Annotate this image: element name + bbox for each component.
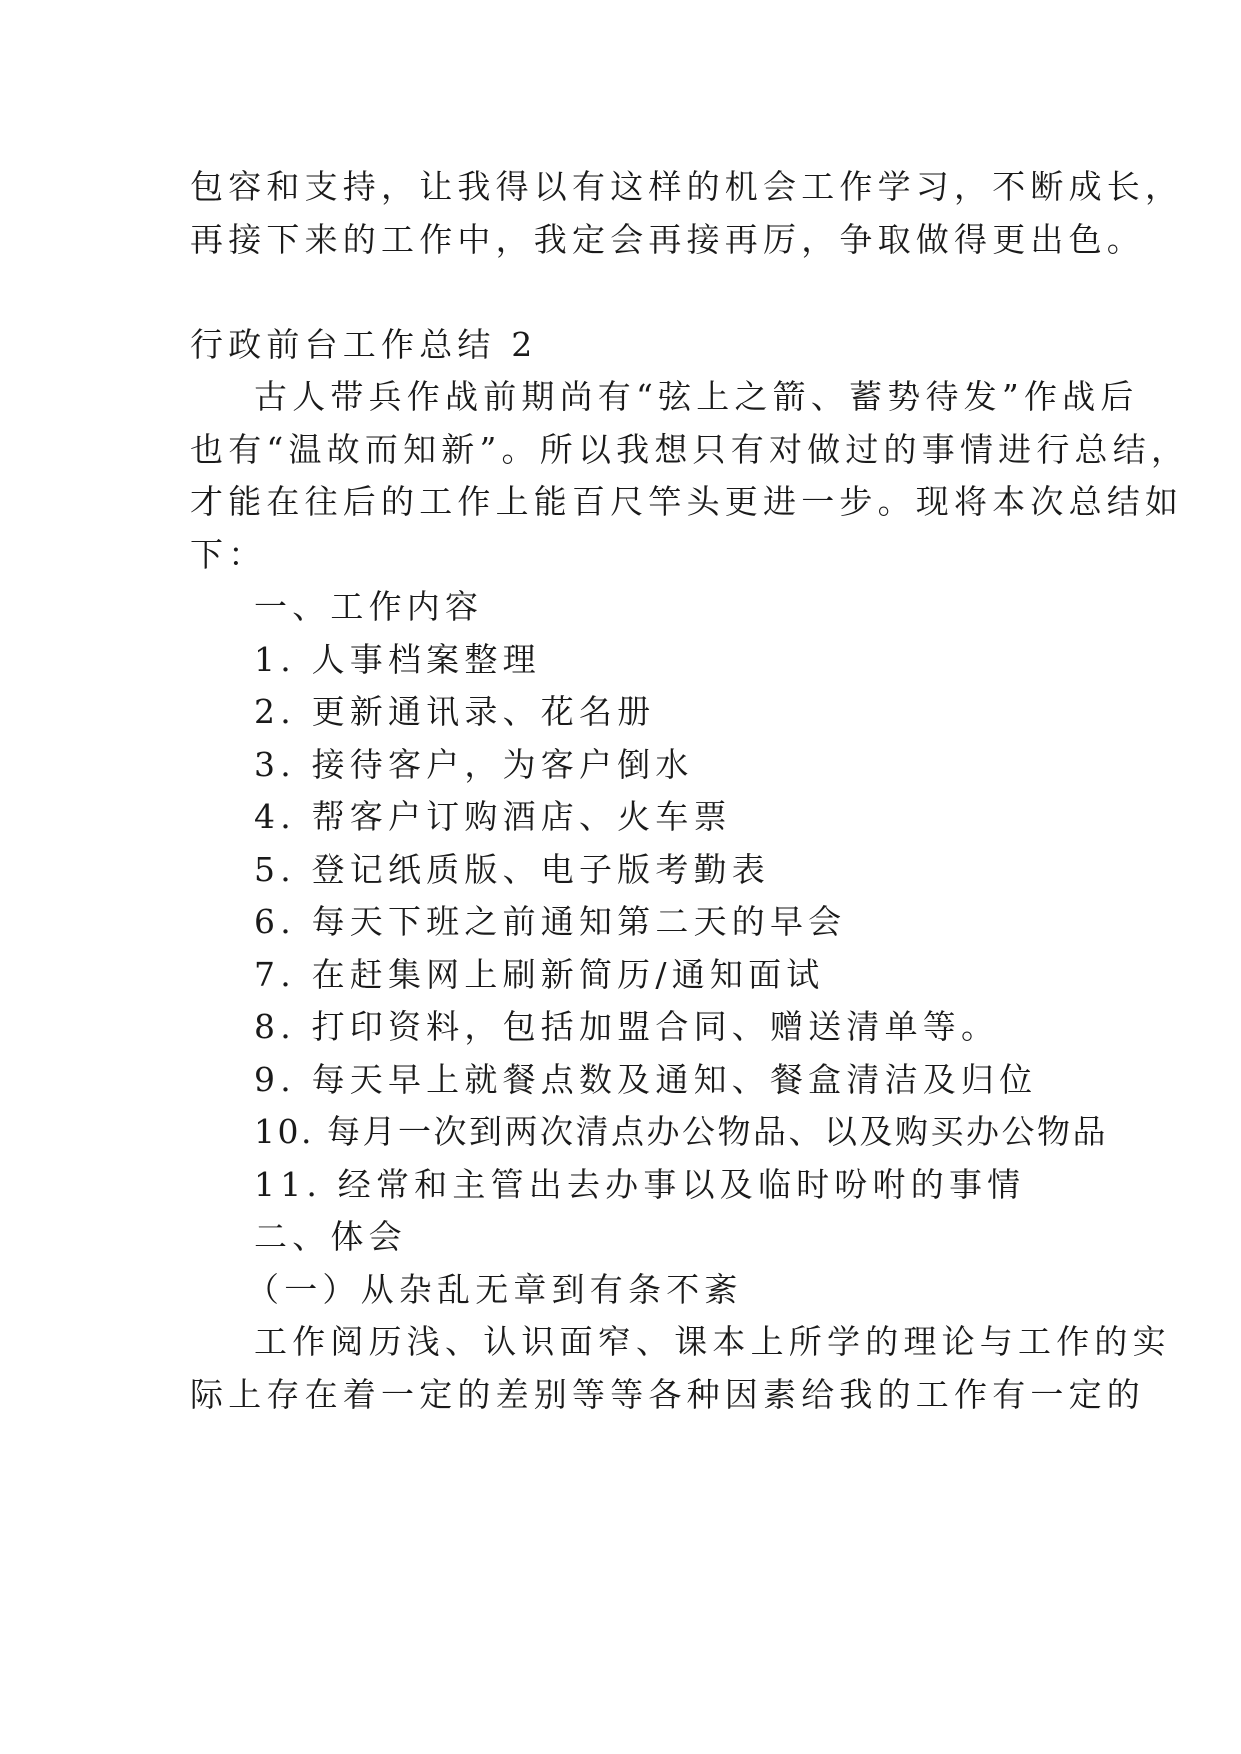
work-item: 10. 每月一次到两次清点办公物品、以及购买办公物品 [254,1112,1108,1151]
work-item: 3. 接待客户，为客户倒水 [254,745,694,784]
opening-line-4: 下： [190,535,267,574]
section-title: 行政前台工作总结 2 [190,325,538,364]
closing-line-2: 际上存在着一定的差别等等各种因素给我的工作有一定的 [190,1375,1145,1414]
closing-line-1: 工作阅历浅、认识面窄、课本上所学的理论与工作的实 [254,1322,1171,1361]
intro-line-1: 包容和支持，让我得以有这样的机会工作学习，不断成长， [190,167,1184,206]
heading-work-content: 一、工作内容 [254,587,484,626]
work-item: 11. 经常和主管出去办事以及临时吩咐的事情 [254,1165,1026,1204]
work-item: 7. 在赶集网上刷新简历/通知面试 [254,955,825,994]
heading-experience: 二、体会 [254,1217,407,1256]
intro-line-2: 再接下来的工作中，我定会再接再厉，争取做得更出色。 [190,220,1145,259]
subheading-1: （一）从杂乱无章到有条不紊 [246,1270,743,1309]
work-item: 4. 帮客户订购酒店、火车票 [254,797,732,836]
work-item: 5. 登记纸质版、电子版考勤表 [254,850,770,889]
work-item: 8. 打印资料，包括加盟合同、赠送清单等。 [254,1007,1000,1046]
work-item: 9. 每天早上就餐点数及通知、餐盒清洁及归位 [254,1060,1038,1099]
opening-line-2: 也有“温故而知新”。所以我想只有对做过的事情进行总结， [190,430,1190,469]
opening-line-1: 古人带兵作战前期尚有“弦上之箭、蓄势待发”作战后 [254,377,1139,416]
opening-line-3: 才能在往后的工作上能百尺竿头更进一步。现将本次总结如 [190,482,1184,521]
work-item: 2. 更新通讯录、花名册 [254,692,656,731]
work-item: 1. 人事档案整理 [254,640,541,679]
work-item: 6. 每天下班之前通知第二天的早会 [254,902,847,941]
